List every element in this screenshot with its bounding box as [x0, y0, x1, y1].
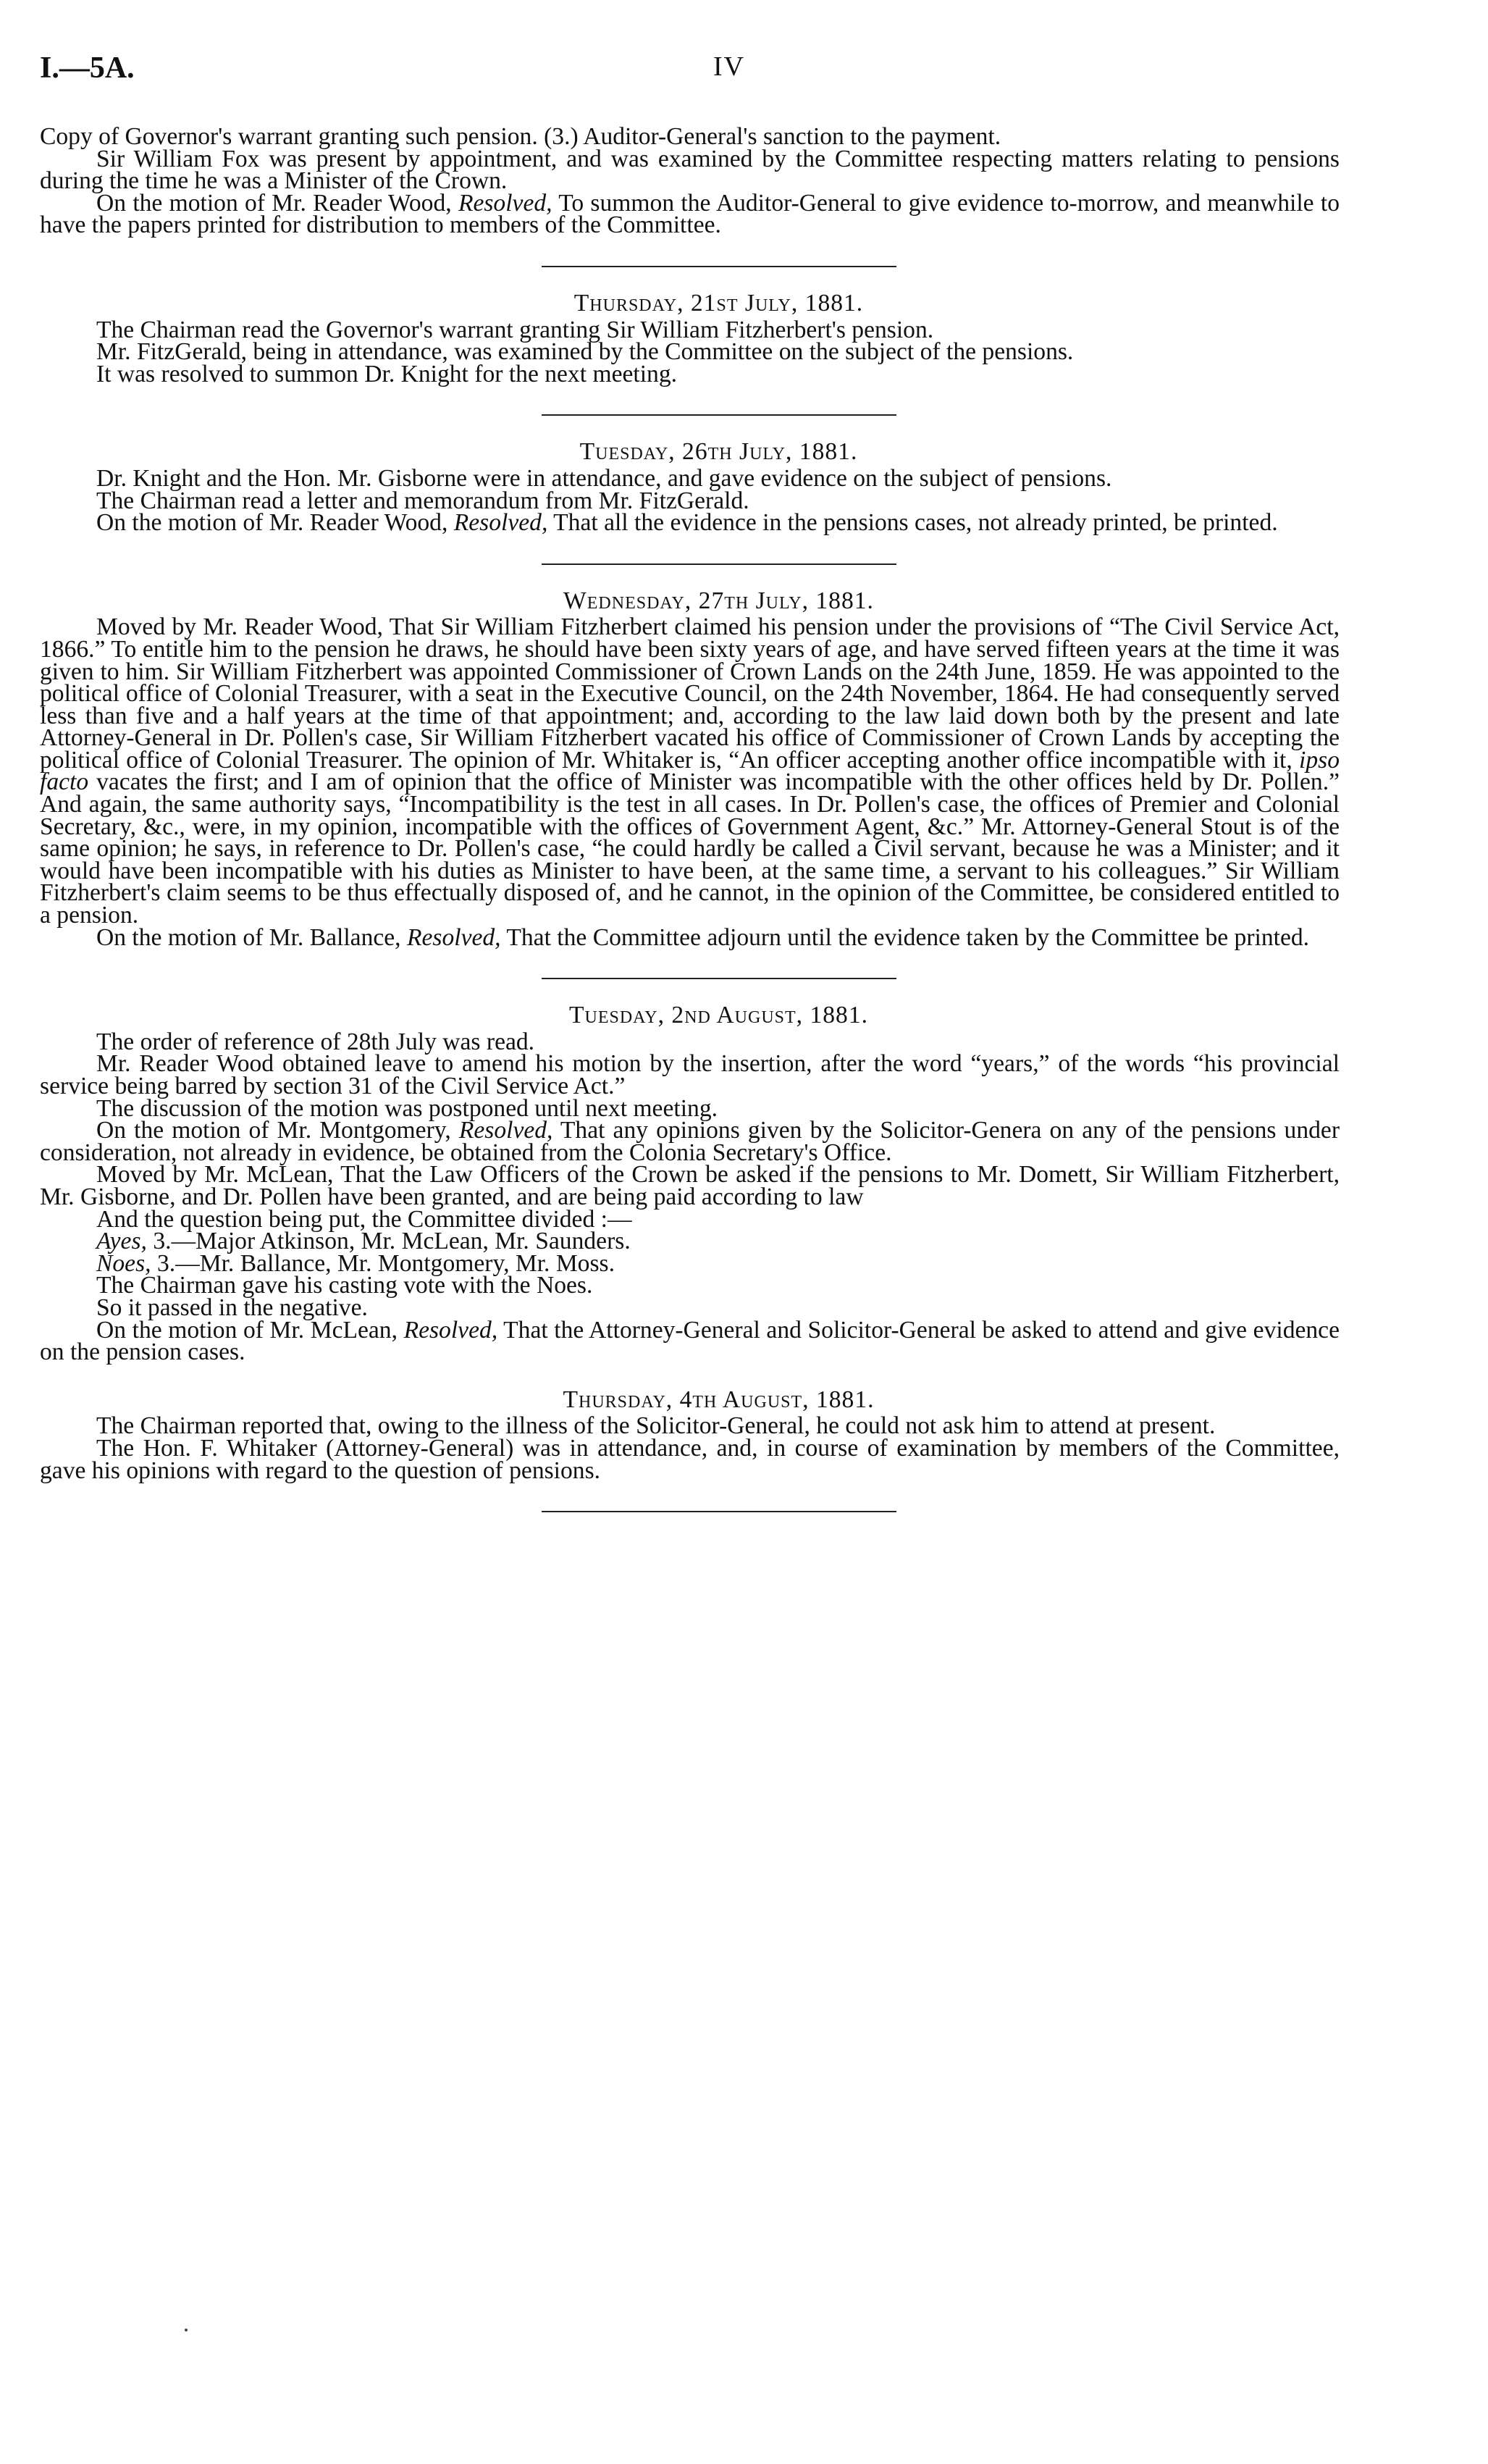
italic-text: Resolved,	[403, 1316, 498, 1344]
section-divider	[542, 563, 896, 565]
section-divider	[542, 1511, 896, 1512]
minutes-paragraph: The Chairman read a letter and memorandum from Mr. FitzGerald.	[96, 487, 749, 514]
paragraph-text: On the motion of Mr. McLean,	[96, 1316, 404, 1344]
minutes-paragraph: The Chairman gave his casting vote with the Noes.	[96, 1272, 593, 1299]
minutes-paragraph	[40, 923, 1340, 951]
minutes-paragraph: Mr. Reader Wood obtained leave to amend his motion by the insertion, after the word “years,” of the words “his provincial service being barred by section 31 of the Civil Service Act.”	[40, 1050, 1340, 1099]
italic-text: Resolved,	[453, 509, 548, 537]
minutes-paragraph: The order of reference of 28th July was read.	[96, 1028, 535, 1055]
italic-text: Ayes,	[96, 1228, 147, 1255]
meeting-date-heading: Thursday, 21st July, 1881.	[573, 289, 864, 317]
paragraph-text: On the motion of Mr. Reader Wood,	[96, 509, 454, 537]
italic-text: Resolved,	[458, 189, 552, 217]
minutes-paragraph: It was resolved to summon Dr. Knight for the next meeting.	[96, 360, 678, 387]
minutes-paragraph	[40, 509, 1340, 537]
paragraph-text: That the Committee adjourn until the evidence taken by the Committee be printed.	[500, 923, 1310, 951]
paragraph-text: That all the evidence in the pensions cases, not already printed, be printed.	[547, 509, 1278, 537]
minutes-paragraph: Sir William Fox was present by appointment, and was examined by the Committee respecting matters relating to pensions during the time he was a Minister of the Crown.	[40, 145, 1340, 195]
paragraph-text: Moved by Mr. Reader Wood, That Sir William Fitzherbert claimed his pension under the provisions of “The Civil Service Act, 1866.” To entitle him to the pension he draws, he should have been sixty years of age, and have served fifteen years at the time it was given to him. Sir William Fitzherbert was appointed Commissioner of Crown Lands on the 24th June, 1859. He was appointed to the political office of Colonial Treasurer, with a seat in the Executive Council, on the 24th November, 1864. He had consequently served less than five and a half years at the time of that appointment; and, according to the law laid down both by the present and late Attorney-General in Dr. Pollen's case, Sir William Fitzherbert vacated his office of Commissioner of Crown Lands by accepting the political office of Colonial Treasurer. The opinion of Mr. Whitaker is, “An officer accepting another office incompatible with it,	[40, 613, 1340, 774]
minutes-paragraph: The Chairman read the Governor's warrant granting Sir William Fitzherbert's pension.	[96, 316, 934, 343]
minutes-paragraph: The Chairman reported that, owing to the illness of the Solicitor-General, he could not ask him to attend at present.	[96, 1412, 1216, 1440]
paragraph-text: To summon the Auditor-General to give evidence to-morrow, and meanwhile to have the papers printed for distribution to members of the Committee.	[40, 189, 1340, 239]
paragraph-text: On the motion of Mr. Ballance,	[96, 923, 407, 951]
paragraph-text: vacates the first; and I am of opinion that the office of Minister was incompatible with the other offices held by Dr. Pollen.” And again, the same authority says, “Incompatibility is the test in all cases. In Dr. Pollen's case, the offices of Premier and Colonial Secretary, &c., were, in my opinion, incompatible with the offices of Government Agent, &c.” Mr. Attorney-General Stout is of the same opinion; he says, in reference to Dr. Pollen's case, “he could hardly be called a Civil servant, because he was a Minister; and it would have been incompatible with his duties as Minister to have been, at the same time, a servant to his colleagues.” Sir William Fitzherbert's claim seems to be thus effectually disposed of, and he cannot, in the opinion of the Committee, be considered entitled to a pension.	[40, 768, 1340, 929]
section-divider	[542, 978, 896, 979]
minutes-paragraph	[40, 1316, 1340, 1366]
minutes-paragraph	[40, 1117, 1340, 1166]
paper-reference: I.—5A.	[40, 51, 135, 85]
paragraph-text: 3.—Mr. Ballance, Mr. Montgomery, Mr. Moss.	[151, 1249, 615, 1277]
minutes-paragraph: Dr. Knight and the Hon. Mr. Gisborne were in attendance, and gave evidence on the subject of pensions.	[96, 464, 1112, 492]
meeting-date-heading: Tuesday, 26th July, 1881.	[579, 438, 858, 466]
section-divider	[542, 414, 896, 416]
minutes-paragraph: The Hon. F. Whitaker (Attorney-General) was in attendance, and, in course of examination by members of the Committee, gave his opinions with regard to the question of pensions.	[40, 1434, 1340, 1484]
section-divider	[542, 266, 896, 267]
meeting-date-heading: Wednesday, 27th July, 1881.	[563, 587, 874, 614]
page-number: IV	[713, 51, 746, 82]
paragraph-text: 3.—Major Atkinson, Mr. McLean, Mr. Saunders.	[146, 1228, 631, 1255]
meeting-date-heading: Tuesday, 2nd August, 1881.	[568, 1002, 869, 1029]
italic-text: Resolved,	[458, 1117, 553, 1144]
minutes-paragraph: And the question being put, the Committee divided :—	[96, 1205, 632, 1233]
paragraph-text: On the motion of Mr. Reader Wood,	[96, 189, 458, 217]
minutes-paragraph: Copy of Governor's warrant granting such pension. (3.) Auditor-General's sanction to the payment.	[40, 123, 1001, 150]
italic-text: Resolved,	[406, 923, 501, 951]
paragraph-text: That any opinions given by the Solicitor-Genera on any of the pensions under consideration, not already in evidence, be obtained from the Colonia Secretary's Office.	[40, 1117, 1340, 1166]
minutes-paragraph: Mr. FitzGerald, being in attendance, was examined by the Committee on the subject of the pensions.	[96, 338, 1074, 366]
minutes-body	[40, 123, 1340, 1512]
minutes-paragraph: Moved by Mr. McLean, That the Law Officers of the Crown be asked if the pensions to Mr. Domett, Sir William Fitzherbert, Mr. Gisborne, and Dr. Pollen have been granted, and are being paid according to law	[40, 1161, 1340, 1210]
paragraph-text: That the Attorney-General and Solicitor-General be asked to attend and give evidence on the pension cases.	[40, 1316, 1340, 1366]
italic-text: Noes,	[96, 1249, 151, 1277]
minutes-paragraph	[40, 613, 1340, 929]
meeting-date-heading: Thursday, 4th August, 1881.	[563, 1386, 875, 1413]
paragraph-text: On the motion of Mr. Montgomery,	[96, 1117, 459, 1144]
minutes-paragraph	[40, 189, 1340, 239]
minutes-paragraph: The discussion of the motion was postponed until next meeting.	[96, 1094, 718, 1122]
page-header	[40, 51, 1336, 94]
italic-text: ipso facto	[40, 746, 1340, 796]
minutes-paragraph: So it passed in the negative.	[96, 1294, 368, 1321]
print-speck	[185, 2329, 188, 2331]
